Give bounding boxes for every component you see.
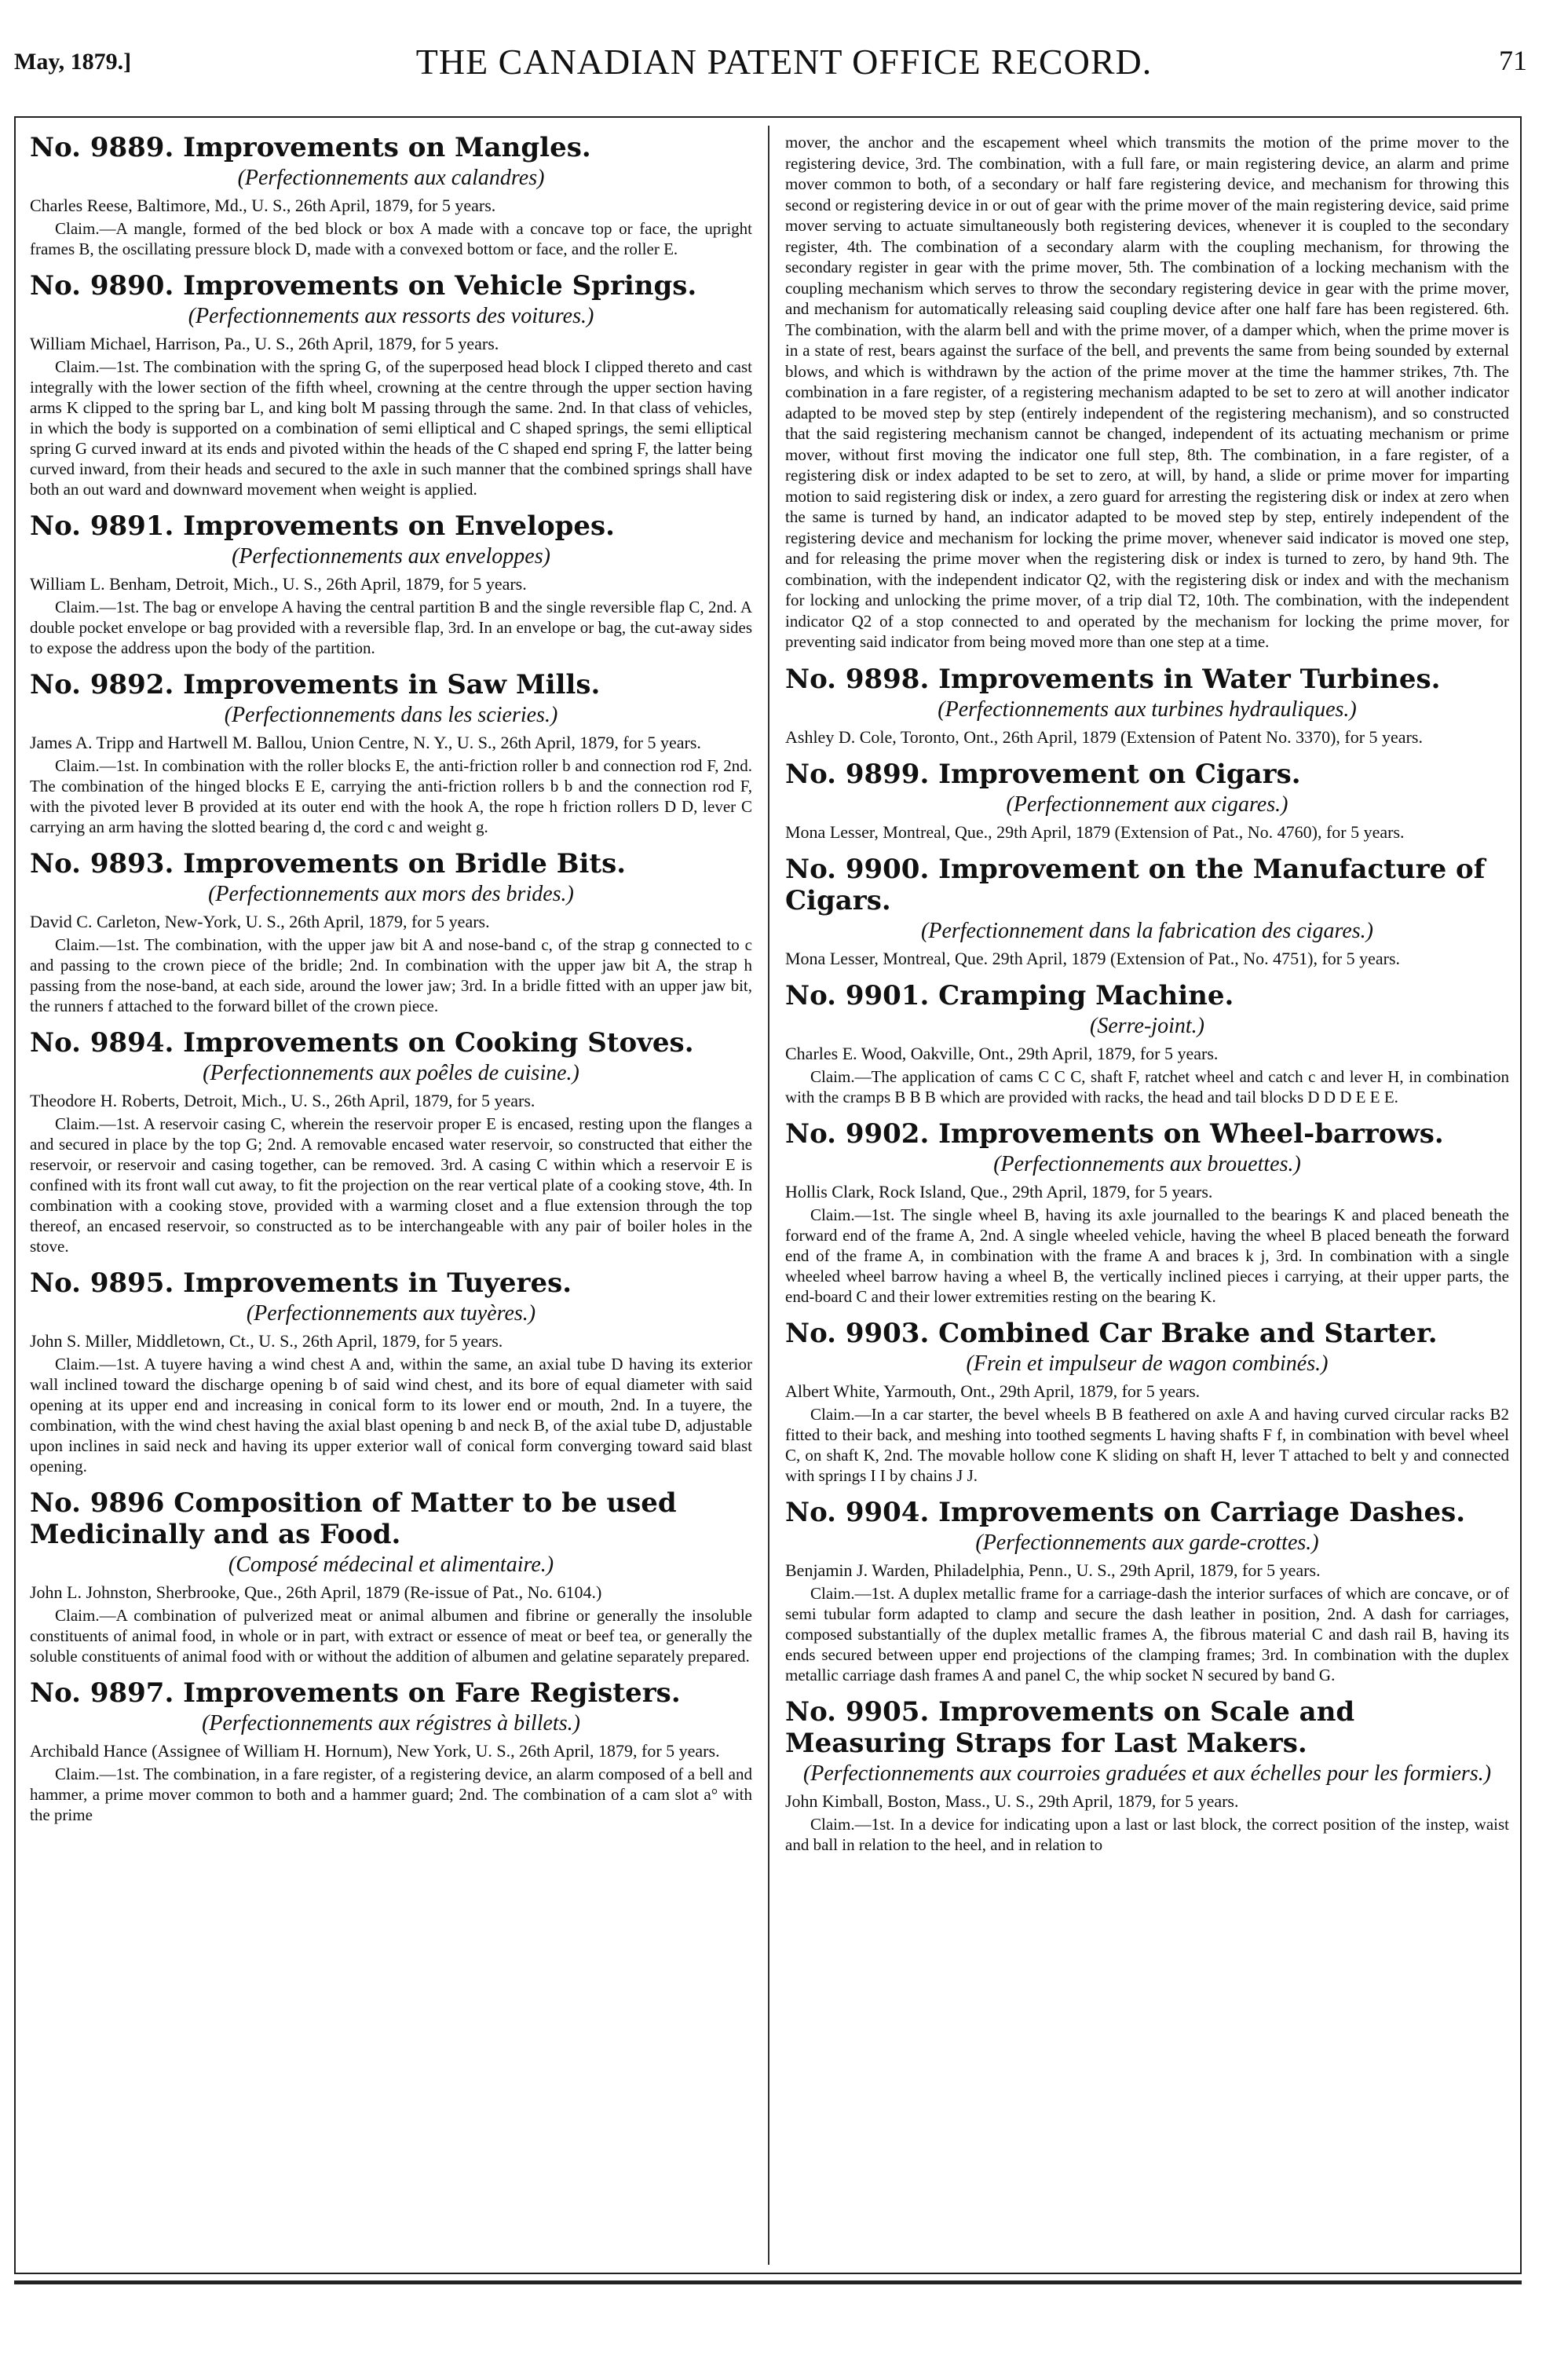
patent-applicant: Mona Lesser, Montreal, Que., 29th April, 1879 (Extension of Pat., No. 4760), for 5 years. <box>785 821 1405 842</box>
patent-claim: Claim.—A combination of pulverized meat or animal albumen and fibrine or generally the insoluble constituents of animal food, in whole or in part, with extract or essence of meat or beef tea, or generally the soluble constituents of animal food with or without the addition of albumen and gelatine separately prepared. <box>30 1606 752 1666</box>
patent-french-title: (Perfectionnements aux ressorts des voitures.) <box>188 304 594 328</box>
patent-claim: Claim.—1st. The combination, in a fare register, of a registering device, an alarm composed of a bell and hammer, a prime mover common to both and a hammer guard; 2nd. The combination of a cam slot a° with the prime <box>30 1765 752 1824</box>
right-column <box>785 132 1509 2263</box>
patent-claim: Claim.—1st. In a device for indicating upon a last or last block, the correct position of the instep, waist and ball in relation to the heel, and in relation to <box>785 1814 1509 1854</box>
patent-entry <box>785 1696 1509 1855</box>
masthead <box>0 41 1568 88</box>
patent-french-title: (Perfectionnements aux régistres à billets.) <box>202 1711 580 1735</box>
column-divider <box>768 126 769 2265</box>
patent-french-title: (Perfectionnements aux poêles de cuisine.) <box>203 1061 579 1085</box>
patent-claim: Claim.—1st. The combination, with the upper jaw bit A and nose-band c, of the strap g connected to c and passing to the crown piece of the bridle; 2nd. In combination with the upper jaw bit A, the strap h passing from the nose-band, at each side, around the lower jaw; 3rd. In a bridle fitted with an upper jaw bit, the runners f attached to the forward billet of the crown piece. <box>30 935 752 1015</box>
patent-claim: Claim.—1st. The bag or envelope A having the central partition B and the single reversible flap C, 2nd. A double pocket envelope or bag provided with a reversible flap, 3rd. In an envelope or bag, the cut-away sides to expose the address upon the body of the partition. <box>30 598 752 657</box>
patent-french-title: (Composé médecinal et alimentaire.) <box>228 1553 554 1577</box>
patent-entry <box>30 510 752 658</box>
patent-french-title: (Serre-joint.) <box>1090 1013 1204 1038</box>
patent-heading: No. 9902. Improvements on Wheel-barrows. <box>785 1117 1444 1150</box>
patent-claim: Claim.—1st. The combination with the spring G, of the superposed head block I clipped thereto and cast integrally with the lower section of the fifth wheel, crowning at the centre through the upper section having arms K clipped to the spring bar L, and king bolt M passing through the same. 2nd. In that class of vehicles, in which the body is supported on a combination of semi elliptical and C shaped springs, the semi elliptical spring G curved inward at its ends and pivoted within the heads of the C shaped end spring F, the latter being curved inward, from their heads and secured to the axle in such manner that the combined springs shall have both an out ward and downward movement when weight is applied. <box>30 357 752 499</box>
patent-claim: Claim.—1st. A reservoir casing C, wherein the reservoir proper E is encased, resting upon the flanges a and secured in place by the top G; 2nd. A removable encased water reservoir, so constructed that either the reservoir, or reservoir and casing together, can be removed. 3rd. A casing C within which a reservoir E is confined with its front wall cut away, to fit the projection on the rear vertical plate of a cooking stove, 4th. In combination with a cooking stove, provided with a warming closet and a flue extension through the top thereof, an encased reservoir, so constructed as to be interchangeable with any pair of boiler holes in the stove. <box>30 1114 752 1256</box>
publication-title: THE CANADIAN PATENT OFFICE RECORD. <box>415 42 1153 82</box>
patent-french-title: (Perfectionnements aux courroies graduées et aux échelles pour les formiers.) <box>802 1761 1492 1786</box>
patent-applicant: Charles Reese, Baltimore, Md., U. S., 26th April, 1879, for 5 years. <box>30 196 496 215</box>
patent-applicant: Albert White, Yarmouth, Ont., 29th April, 1879, for 5 years. <box>785 1381 1201 1401</box>
patent-applicant: John Kimball, Boston, Mass., U. S., 29th April, 1879, for 5 years. <box>785 1790 1239 1811</box>
patent-heading: No. 9898. Improvements in Water Turbines. <box>785 663 1441 695</box>
patent-entry <box>785 854 1509 969</box>
patent-entry <box>30 848 752 1016</box>
patent-entry <box>785 1318 1509 1486</box>
patent-french-title: (Perfectionnements aux enveloppes) <box>232 544 550 569</box>
patent-claim: Claim.—1st. A tuyere having a wind chest A and, within the same, an axial tube D having its exterior wall inclined toward the discharge opening b of said wind chest, and its bore of equal diameter with said opening at its upper end and increasing in conical form to its lower end or mouth, 2nd. In a tuyere, the combination, with the wind chest having the axial blast opening b and neck B, of the axial tube D, adjustable upon inclines in said neck and having its upper exterior wall of conical form converging toward said blast opening. <box>30 1355 752 1476</box>
issue-date: May, 1879.] <box>14 49 132 75</box>
patent-heading: No. 9891. Improvements on Envelopes. <box>30 510 616 542</box>
patent-applicant: James A. Tripp and Hartwell M. Ballou, Union Centre, N. Y., U. S., 26th April, 1879, for 5 years. <box>30 733 701 752</box>
page-number: 71 <box>1499 45 1527 76</box>
patent-heading: No. 9897. Improvements on Fare Registers. <box>30 1677 681 1709</box>
patent-applicant: Benjamin J. Warden, Philadelphia, Penn., U. S., 29th April, 1879, for 5 years. <box>785 1560 1321 1580</box>
patent-claim: Claim.—The application of cams C C C, shaft F, ratchet wheel and catch c and lever H, in combination with the cramps B B B which are provided with racks, the head and tail blocks D D D E E E. <box>785 1066 1509 1106</box>
patent-heading: No. 9896 Composition of Matter to be used Medicinally and as Food. <box>30 1487 677 1550</box>
patent-claim: Claim.—In a car starter, the bevel wheels B B feathered on axle A and having curved circular racks B2 fitted to their back, and meshing into toothed segments L having shafts F f, in combination with bevel wheel C, on shaft K, 2nd. The movable hollow cone K sliding on shaft H, lever T attached to belt y and connected with springs I I by chains J J. <box>785 1404 1509 1485</box>
continued-claim-text: mover, the anchor and the escapement wheel which transmits the motion of the prime mover to the registering device, 3rd. The combination, with a full fare, or main registering device, an alarm and prime mover common to both, of a secondary or half fare registering device, and mechanism for throwing this second or registering device in or out of gear with the prime mover of the main registering device, said prime mover serving to actuate simultaneously both registering devices, whenever it is coupled to the secondary register, 4th. The combination of a secondary alarm with the coupling mechanism, for throwing the secondary register in gear with the prime mover, 5th. The combination of a locking mechanism with the coupling mechanism which serves to throw the secondary registering device in gear with the prime mover, and mechanism for automatically releasing said coupling device after one half fare has been registered. 6th. The combination, with the alarm bell and with the prime mover, of a damper which, when the prime mover is in a state of rest, bears against the surface of the bell, and prevents the same from being sounded by external blows, and which is withdrawn by the action of the prime mover at the time the hammer strikes, 7th. The combination in a fare register, of a registering mechanism adapted to be set to zero at will another indicator adapted to be moved step by step (entirely independent of the registering mechanism), and so constructed that the said registering mechanism cannot be changed, independent of its actuating mechanism or prime mover, without first moving the indicator one full step, 8th. The combination, in a fare register, of a registering disk or index adapted to be set to zero, at will, by hand, a slide or prime mover for imparting motion to said registering disk or index, a zero guard for arresting the registering disk or index at zero when the same is turned by hand, an indicator adapted to be moved step by step, entirely independent of the registering device and mechanism for locking the prime mover, whenever said indicator is moved one step, and for releasing the prime mover when the registering disk or index is turned to zero, by hand 9th. The combination, with the independent indicator Q2, with the registering disk or index and with the mechanism for locking and unlocking the prime mover, of a trip dial T2, 10th. The combination, with the independent indicator Q2 of a stop connected to and operated by the mechanism for locking the prime mover, for preventing said indicator from being moved more than one step at a time. <box>785 133 1509 651</box>
patent-french-title: (Perfectionnements aux tuyères.) <box>246 1301 536 1326</box>
patent-heading: No. 9895. Improvements in Tuyeres. <box>30 1267 572 1299</box>
patent-heading: No. 9890. Improvements on Vehicle Springs. <box>30 270 697 302</box>
patent-french-title: (Perfectionnements aux calandres) <box>237 166 545 190</box>
patent-applicant: Charles E. Wood, Oakville, Ont., 29th April, 1879, for 5 years. <box>785 1043 1219 1063</box>
patent-entry <box>785 1497 1509 1685</box>
patent-heading: No. 9899. Improvement on Cigars. <box>785 758 1301 790</box>
patent-heading: No. 9905. Improvements on Scale and Measuring Straps for Last Makers. <box>785 1695 1355 1759</box>
bottom-rule <box>14 2280 1522 2284</box>
patent-french-title: (Perfectionnements aux mors des brides.) <box>208 882 574 906</box>
patent-applicant: William L. Benham, Detroit, Mich., U. S., 26th April, 1879, for 5 years. <box>30 574 527 594</box>
patent-french-title: (Perfectionnement dans la fabrication des cigares.) <box>921 918 1373 943</box>
patent-french-title: (Frein et impulseur de wagon combinés.) <box>966 1351 1329 1376</box>
patent-applicant: Archibald Hance (Assignee of William H. Hornum), New York, U. S., 26th April, 1879, for 5 years. <box>30 1741 720 1761</box>
patent-entry <box>30 669 752 837</box>
patent-entry <box>785 1118 1509 1307</box>
patent-entry <box>785 759 1509 843</box>
patent-heading: No. 9903. Combined Car Brake and Starter. <box>785 1317 1438 1349</box>
patent-french-title: (Perfectionnement aux cigares.) <box>1006 792 1288 817</box>
patent-applicant: David C. Carleton, New-York, U. S., 26th April, 1879, for 5 years. <box>30 912 490 931</box>
patent-entry <box>30 1267 752 1476</box>
patent-heading: No. 9894. Improvements on Cooking Stoves. <box>30 1027 694 1059</box>
patent-entry <box>30 1027 752 1256</box>
patent-heading: No. 9893. Improvements on Bridle Bits. <box>30 848 627 880</box>
patent-applicant: John S. Miller, Middletown, Ct., U. S., 26th April, 1879, for 5 years. <box>30 1331 503 1351</box>
patent-claim: Claim.—1st. A duplex metallic frame for a carriage-dash the interior surfaces of which are concave, or of semi tubular form adapted to clamp and secure the dash leather in position, 2nd. A dash for carriages, composed substantially of the duplex metallic frames A, the fibrous material C and dash rail B, having its ends secured between upper end projections of the clamping frames; 3rd. In combination with the duplex metallic carriage dash frames A and panel C, the whip socket N secured by band G. <box>785 1583 1509 1684</box>
patent-french-title: (Perfectionnements dans les scieries.) <box>224 703 558 727</box>
patent-claim: Claim.—A mangle, formed of the bed block or box A made with a concave top or face, the upright frames B, the oscillating pressure block D, made with a convexed bottom or face, and the roller E. <box>30 219 752 258</box>
patent-heading: No. 9901. Cramping Machine. <box>785 979 1234 1011</box>
patent-french-title: (Perfectionnements aux garde-crottes.) <box>975 1530 1319 1555</box>
patent-claim: Claim.—1st. The single wheel B, having its axle journalled to the bearings K and placed beneath the forward end of the frame A, 2nd. A single wheeled vehicle, having the wheel B placed beneath the forward end of the frame A, in combination with the frame A and braces k j, 3rd. In combination with a single wheeled wheel barrow having a wheel B, the vertically inclined pieces i carrying, at their upper parts, the end-board C and their lower extremities resting on the bearing K. <box>785 1205 1509 1306</box>
patent-applicant: Hollis Clark, Rock Island, Que., 29th April, 1879, for 5 years. <box>785 1181 1213 1201</box>
patent-applicant: Ashley D. Cole, Toronto, Ont., 26th April, 1879 (Extension of Patent No. 3370), for 5 years. <box>785 726 1423 747</box>
patent-heading: No. 9900. Improvement on the Manufacture of Cigars. <box>785 853 1486 916</box>
patent-entry <box>785 664 1509 748</box>
patent-applicant: John L. Johnston, Sherbrooke, Que., 26th April, 1879 (Re-issue of Pat., No. 6104.) <box>30 1582 602 1602</box>
patent-entry <box>30 270 752 499</box>
patent-applicant: Theodore H. Roberts, Detroit, Mich., U. S., 26th April, 1879, for 5 years. <box>30 1091 535 1110</box>
patent-entry <box>30 1677 752 1825</box>
patent-heading: No. 9892. Improvements in Saw Mills. <box>30 669 601 700</box>
patent-heading: No. 9904. Improvements on Carriage Dashes. <box>785 1496 1466 1528</box>
patent-heading: No. 9889. Improvements on Mangles. <box>30 132 591 163</box>
patent-entry <box>30 1487 752 1666</box>
left-column <box>30 132 752 2263</box>
patent-applicant: William Michael, Harrison, Pa., U. S., 26th April, 1879, for 5 years. <box>30 334 499 353</box>
patent-french-title: (Perfectionnements aux brouettes.) <box>993 1151 1301 1176</box>
patent-claim: Claim.—1st. In combination with the roller blocks E, the anti-friction roller b and connection rod F, 2nd. The combination of the hinged blocks E E, carrying the anti-friction rollers b b and the connection rod F, with the pivoted lever B provided at its outer end with the hook A, the rope h friction rollers D D, lever C carrying an arm having the slotted bearing d, the cord c and weight g. <box>30 756 752 836</box>
patent-applicant: Mona Lesser, Montreal, Que. 29th April, 1879 (Extension of Pat., No. 4751), for 5 years. <box>785 948 1401 968</box>
patent-french-title: (Perfectionnements aux turbines hydrauliques.) <box>938 697 1357 722</box>
patent-entry <box>30 132 752 259</box>
page-frame <box>14 116 1522 2274</box>
patent-entry <box>785 980 1509 1107</box>
